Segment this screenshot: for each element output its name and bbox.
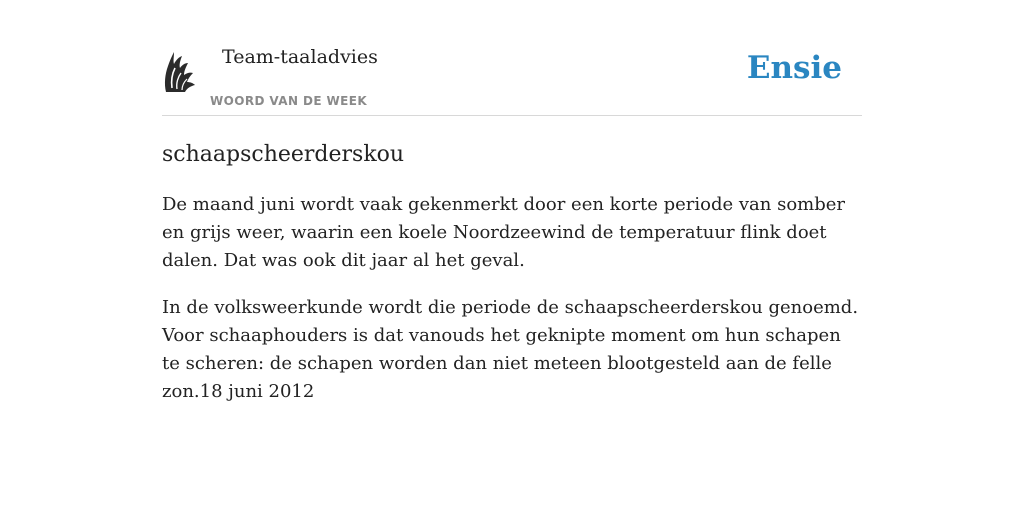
brand-logo[interactable]: Ensie — [746, 50, 842, 86]
entry-title: schaapscheerderskou — [162, 142, 405, 167]
publication-date: 18 juni 2012 — [199, 381, 315, 402]
card-header — [162, 40, 862, 116]
paragraph-1-text: De maand juni wordt vaak gekenmerkt door een korte periode van somber en grijs weer, waarin een koele Noordzeewind de temperatuur flink doet dalen. Dat was ook dit jaar al het geval. — [162, 194, 846, 271]
section-kicker: WOORD VAN DE WEEK — [210, 94, 368, 108]
paragraph-2 — [162, 294, 862, 406]
source-name[interactable]: Team-taaladvies — [222, 46, 378, 68]
lion-logo-icon — [162, 48, 202, 96]
paragraph-1 — [162, 191, 862, 275]
paragraph-2-text: In de volksweerkunde wordt die periode de schaapscheerderskou genoemd. Voor schaaphouders is dat vanouds het geknipte moment om hun schapen te scheren: de schapen worden dan niet meteen blootgesteld aan de felle zon. — [162, 297, 859, 402]
article-card — [162, 40, 862, 406]
